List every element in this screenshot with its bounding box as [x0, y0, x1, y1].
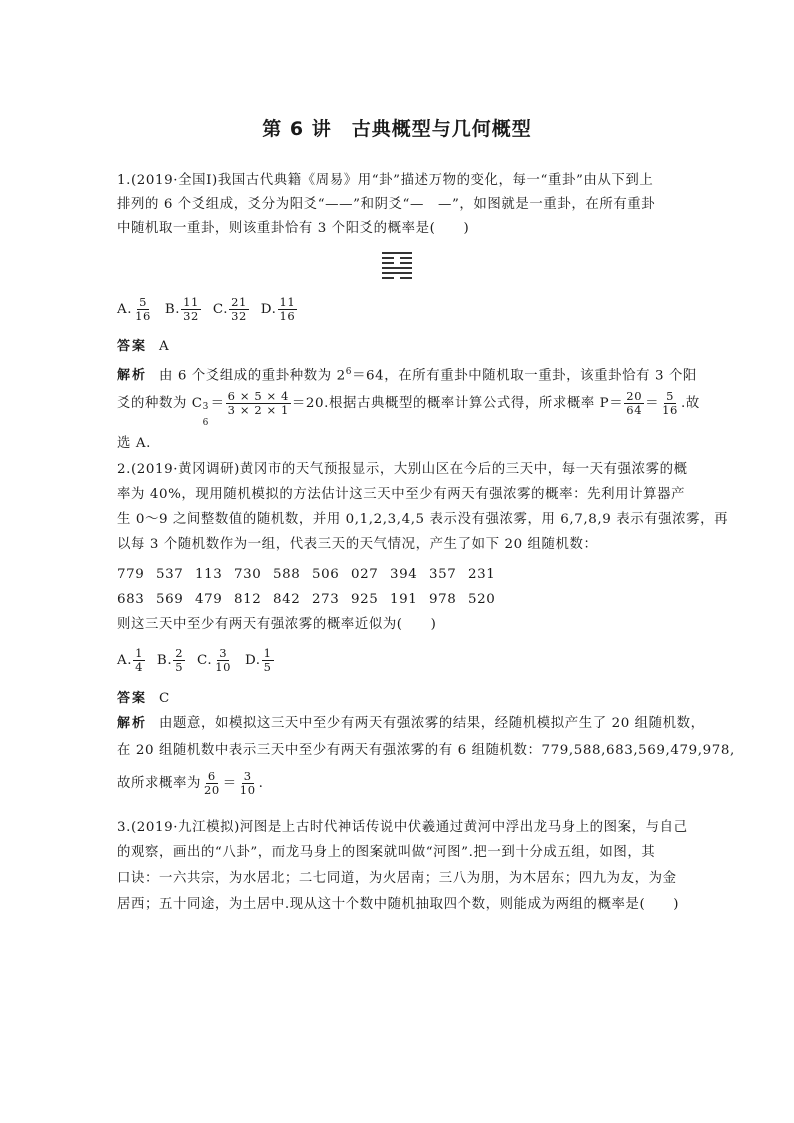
q1-options [117, 296, 304, 323]
answer-label: 答案 [117, 691, 148, 706]
q2-random-row-1: 779 537 113 730 588 506 027 394 357 231 [117, 567, 496, 582]
q2-option-a[interactable]: A. $\frac{1}{4}$ [117, 646, 144, 674]
analysis-label: 解析 [117, 716, 148, 731]
q3-stem-line-1: 3.(2019·九江模拟)河图是上古时代神话传说中伏羲通过黄河中浮出龙马身上的图案，与自己 [117, 820, 688, 835]
q1-frac-combination: $\frac{6 \times 5 \times 4}{3 \times 2 \times 1}$ [227, 389, 289, 417]
yin-line [382, 262, 412, 264]
q2-stem-line-2: 率为 40%，现用随机模拟的方法估计这三天中至少有两天有强浓雾的概率：先利用计算器产 [117, 487, 686, 502]
q2-random-row-2: 683 569 479 812 842 273 925 191 978 520 [117, 592, 496, 607]
answer-value: C [159, 691, 170, 706]
q3-stem-line-3: 口诀：一六共宗，为水居北；二七同道，为火居南；三八为朋，为木居东；四九为友，为金 [117, 871, 677, 886]
q2-stem-line-3: 生 0～9 之间整数值的随机数，并用 0,1,2,3,4,5 表示没有强浓雾，用 6,7,8,9 表示有强浓雾，再 [117, 512, 729, 527]
analysis-label: 解析 [117, 368, 148, 384]
yang-line [382, 267, 412, 269]
q2-stem-line-1: 2.(2019·黄冈调研)黄冈市的天气预报显示，大别山区在今后的三天中，每一天有强浓雾的概 [117, 462, 688, 477]
q2-answer [117, 689, 170, 709]
q1-analysis-line-1: 解析 由 6 个爻组成的重卦种数为 $2^6=64$，在所有重卦中随机取一重卦，该重卦恰有 3 个阳 [117, 367, 697, 384]
q2-option-b[interactable]: B. $\frac{2}{5}$ [156, 646, 184, 674]
q1-stem-line-1: 1.(2019·全国Ⅰ)我国古代典籍《周易》用“卦”描述万物的变化，每一“重卦”由从下到上 [117, 173, 654, 188]
q2-option-d[interactable]: D. $\frac{1}{5}$ [244, 646, 272, 674]
q3-stem-line-4: 居西；五十同途，为土居中.现从这十个数中随机抽取四个数，则能成为两组的概率是( ) [117, 897, 680, 912]
q1-option-b[interactable]: B. $\frac{11}{32}$ [164, 295, 199, 323]
answer-label: 答案 [117, 339, 148, 354]
q1-option-a[interactable]: A. $\frac{5}{16}$ [117, 295, 151, 323]
q1-option-c[interactable]: C. $\frac{21}{32}$ [212, 295, 247, 323]
q1-option-d[interactable]: D. $\frac{11}{16}$ [260, 295, 296, 323]
yin-line [382, 277, 412, 279]
yang-line [382, 252, 412, 254]
q1-answer [117, 337, 169, 357]
q2-option-c[interactable]: C. $\frac{3}{10}$ [197, 646, 232, 674]
q2-analysis-line-2: 在 20 组随机数中表示三天中至少有两天有强浓雾的有 6 组随机数：779,588,683,569,479,978, [117, 743, 735, 758]
q1-stem-line-3: 中随机取一重卦，则该重卦恰有 3 个阳爻的概率是( ) [117, 221, 470, 236]
q1-analysis-line-2: 爻的种数为 C 3 6 ＝ $\frac{6 \times 5 \times 4}{3 \times 2 \times 1}$ ＝20.根据古典概型的概率计算公式得，所求概率 P＝ $\frac{20}{64}$ ＝ $\frac{5}{16}$ .故 [117, 389, 700, 428]
q2-analysis-line-3: 故所求概率为 $\frac{6}{20}$ ＝ $\frac{3}{10}$ . [117, 769, 264, 797]
answer-value: A [159, 339, 170, 354]
q2-stem-line-4: 以每 3 个随机数作为一组，代表三天的天气情况，产生了如下 20 组随机数： [117, 537, 598, 552]
yang-line [382, 272, 412, 274]
hexagram-figure [382, 252, 412, 282]
q3-stem-line-2: 的观察，画出的“八卦”，而龙马身上的图案就叫做“河图”.把一到十分成五组，如图，其 [117, 845, 656, 860]
page-title: 第 6 讲 古典概型与几何概型 [262, 118, 532, 140]
q2-analysis-line-1: 解析 由题意，如模拟这三天中至少有两天有强浓雾的结果，经随机模拟产生了 20 组随机数， [117, 716, 705, 731]
q1-analysis-line-3: 选 A. [117, 436, 151, 451]
q2-question-tail: 则这三天中至少有两天有强浓雾的概率近似为( ) [117, 617, 437, 632]
q1-stem-line-2: 排列的 6 个爻组成，爻分为阳爻“——”和阴爻“— —”，如图就是一重卦，在所有重卦 [117, 197, 656, 212]
q2-options [117, 647, 281, 674]
yin-line [382, 257, 412, 259]
